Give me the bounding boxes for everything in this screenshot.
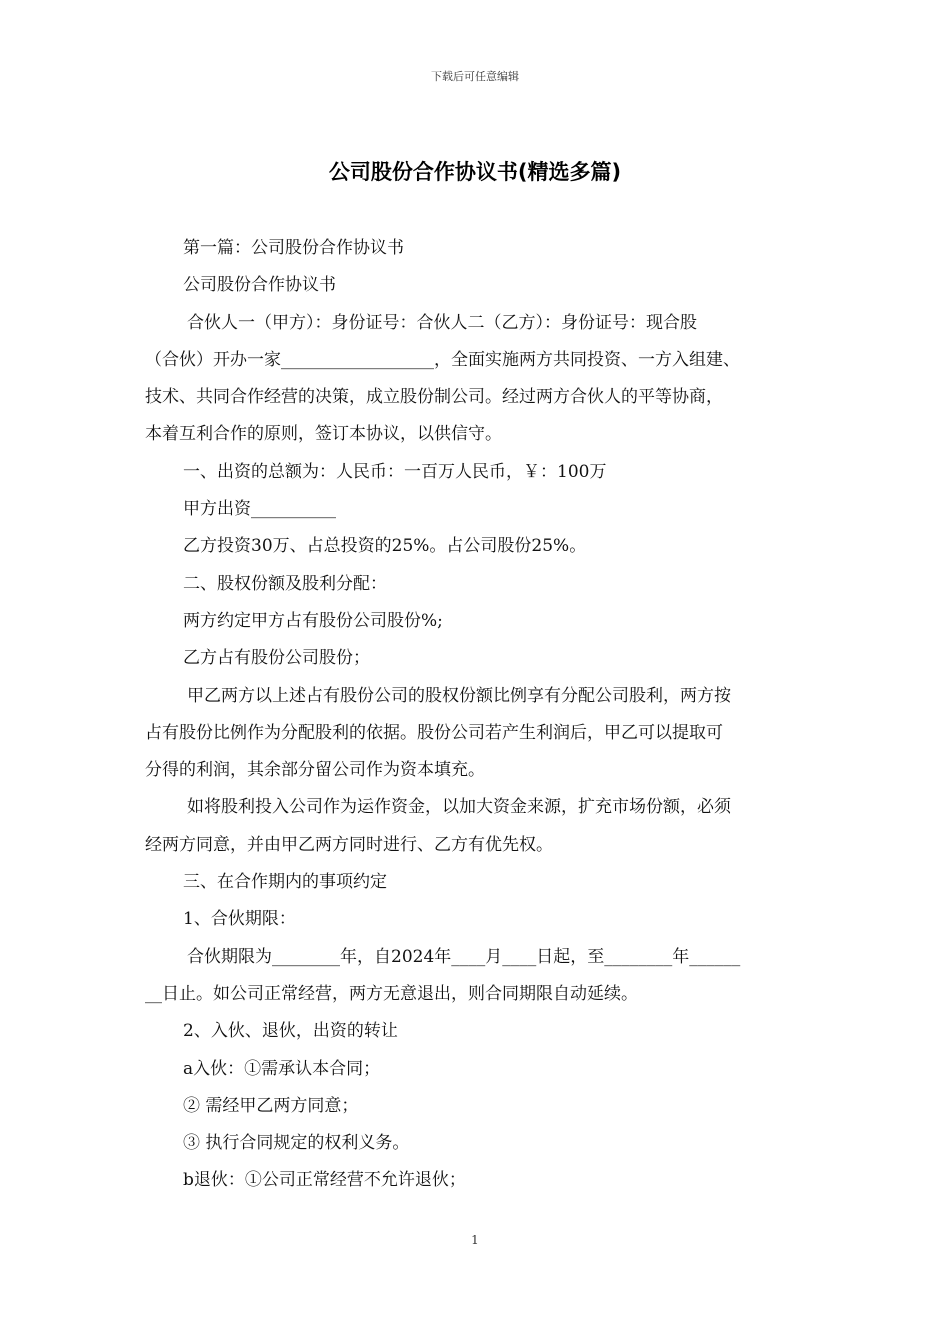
paragraph-line: 分得的利润，其余部分留公司作为资本填充。 — [145, 760, 485, 781]
clause-line: 乙方投资30万、占总投资的25%。占公司股份25%。 — [183, 536, 587, 557]
clause-line: 乙方占有股份公司股份； — [183, 648, 370, 669]
paragraph-line: 占有股份比例作为分配股利的依据。股份公司若产生利润后，甲乙可以提取可 — [145, 722, 723, 743]
page-number: 1 — [471, 1233, 479, 1247]
clause-line: ② 需经甲乙两方同意； — [183, 1095, 359, 1116]
subtitle: 公司股份合作协议书 — [183, 275, 336, 296]
clause-line: ③ 执行合同规定的权利义务。 — [183, 1133, 410, 1154]
section-heading: 第一篇：公司股份合作协议书 — [183, 238, 404, 258]
clause-line: 甲方出资__________ — [183, 499, 336, 520]
paragraph-line: 本着互利合作的原则，签订本协议，以供信守。 — [145, 424, 502, 445]
clause-line: b退伙：①公司正常经营不允许退伙； — [183, 1170, 466, 1191]
paragraph-line: 甲乙两方以上述占有股份公司的股权份额比例享有分配公司股利，两方按 — [187, 685, 731, 706]
paragraph-line: （合伙）开办一家__________________，全面实施两方共同投资、一方入组建、 — [145, 349, 740, 370]
clause-line: a入伙：①需承认本合同； — [183, 1058, 381, 1079]
paragraph-line: 技术、共同合作经营的决策，成立股份制公司。经过两方合伙人的平等协商， — [145, 387, 723, 408]
clause-line: 2、入伙、退伙，出资的转让 — [183, 1021, 398, 1042]
paragraph-line: 合伙期限为________年，自2024年____月____日起，至________年______ — [187, 946, 741, 967]
clause-line: 1、合伙期限： — [183, 909, 296, 930]
clause-line: 两方约定甲方占有股份公司股份%; — [183, 610, 443, 631]
clause-line: 一、出资的总额为：人民币：一百万人民币，￥：100万 — [183, 461, 607, 482]
paragraph-line: __日止。如公司正常经营，两方无意退出，则合同期限自动延续。 — [145, 983, 638, 1004]
clause-heading: 三、在合作期内的事项约定 — [183, 872, 387, 893]
paragraph-line: 如将股利投入公司作为运作资金，以加大资金来源，扩充市场份额，必须 — [187, 797, 731, 818]
document-title: 公司股份合作协议书(精选多篇) — [328, 160, 622, 184]
paragraph-line: 合伙人一（甲方）：身份证号：合伙人二（乙方）：身份证号：现合股 — [187, 312, 697, 333]
paragraph-line: 经两方同意，并由甲乙两方同时进行、乙方有优先权。 — [145, 834, 553, 855]
page-header: 下载后可任意编辑 — [431, 70, 519, 83]
document-body — [145, 230, 825, 1200]
clause-heading: 二、股权份额及股利分配： — [183, 573, 387, 594]
